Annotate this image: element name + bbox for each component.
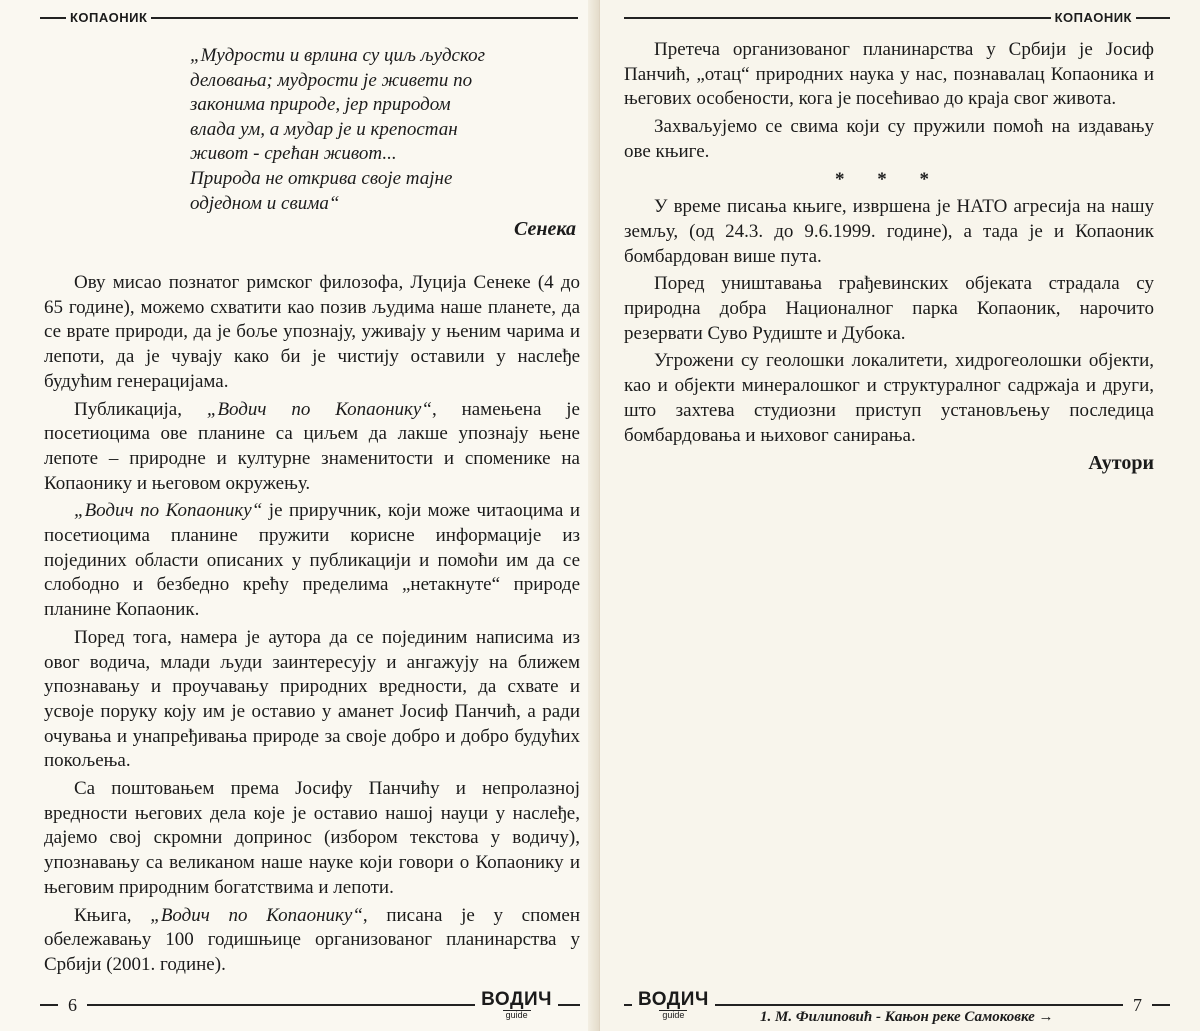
paragraph	[44, 904, 580, 978]
footer-rule	[558, 1004, 580, 1006]
right-body-text	[624, 38, 1154, 476]
book-title: „Водич по Копаонику“	[206, 398, 432, 420]
authors-signature: Аутори	[1088, 452, 1154, 475]
paragraph: Угрожени су геолошки локалитети, хидрогеолошки објекти, као и објекти минералошког и структуралног садржаја и други, што захтева студиозни приступ установљењу последица бомбардовања и њиховог санирања.	[624, 350, 1154, 446]
left-body-text	[44, 271, 580, 978]
paragraph	[44, 499, 580, 623]
paragraph: У време писања књиге, извршена је НАТО агресија на нашу земљу, (од 24.3. до 9.6.1999. године), а тада је и Копаоник бомбардован више пута.	[624, 196, 1154, 267]
epigraph-line: живот - срећан живот...	[190, 143, 397, 165]
footer-rule	[715, 1004, 1123, 1006]
paragraph	[44, 398, 580, 497]
book-title: „Водич по Копаонику“	[150, 904, 363, 926]
page-number: 6	[68, 994, 77, 1015]
text-run: , писана је у спомен обележавању 100 годишњице организованог планинарства у Србији (2001. године).	[44, 904, 580, 975]
paragraph: Захваљујемо се свима који су пружили помоћ на издавању ове књиге.	[624, 116, 1154, 162]
page-number: 7	[1133, 994, 1142, 1015]
epigraph-line: одједном и свима“	[190, 192, 340, 214]
epigraph-author: Сенека	[514, 218, 576, 240]
head-rule	[151, 17, 578, 19]
epigraph-line: „Мудрости и врлина су циљ људског	[190, 45, 486, 66]
text-run: Књига,	[74, 904, 151, 926]
footer-rule	[40, 1004, 58, 1006]
footer-left	[40, 990, 580, 1020]
figure-caption: 1. М. Филиповић - Кањон реке Самоковке →	[760, 1009, 1054, 1025]
paragraph: Ову мисао познатог римског филозофа, Луција Сенеке (4 до 65 године), можемо схватити као позив људима наше планете, да се врате природи, да је боље упознају, уживају у њеним чарима и лепоти, да је чувају како би је чистију оставили у наслеђе будућим генерацијама.	[44, 272, 580, 392]
text-run: Публикација,	[74, 398, 207, 420]
epigraph	[190, 44, 580, 216]
logo-sub: guide	[503, 1010, 531, 1020]
footer-rule	[87, 1004, 475, 1006]
footer-rule	[1152, 1004, 1170, 1006]
logo-sub: guide	[659, 1010, 687, 1020]
epigraph-line: влада ум, а мудар је и крепостан	[190, 118, 458, 140]
paragraph: Поред тога, намера је аутора да се појединим написима из овог водича, млади људи заинтересују и ангажују на ближем упознавању и проучавању природних вредности, да схвате и усвоје поруку коју им је оставио у аманет Јосиф Панчић, а ради очувања и унапређивања природе за своје добро и добро будућих покољења.	[44, 626, 580, 772]
footer-rule	[624, 1004, 632, 1006]
running-head-title: КОПАОНИК	[1054, 10, 1132, 25]
logo-word: ВОДИЧ	[481, 989, 552, 1010]
epigraph-line: законима природе, јер природом	[190, 94, 451, 116]
guide-logo	[638, 990, 709, 1020]
text-run: , намењена је посетиоцима ове планине са циљем да лакше упознају њене лепоте – природне и културне знаменитости и споменике на Копаонику и његовом окружењу.	[44, 398, 580, 494]
running-head-right	[624, 10, 1170, 25]
right-page	[600, 0, 1200, 1031]
head-rule	[1136, 17, 1170, 19]
section-separator: * * *	[835, 168, 943, 190]
guide-logo	[481, 990, 552, 1020]
head-rule	[40, 17, 66, 19]
epigraph-line: Природа не открива своје тајне	[190, 167, 453, 189]
paragraph: Поред уништавања грађевинских објеката страдала су природна добра Националног парка Копаоник, нарочито резервати Суво Рудиште и Дубока.	[624, 273, 1154, 344]
text-run: је приручник, који може читаоцима и посетиоцима планине пружити корисне информације из појединих области описаних у публикацији и помоћи им да се слободно и безбедно крећу пределима „нетакнуте“ природе планине Копаоник.	[44, 500, 581, 621]
running-head-left	[40, 10, 578, 25]
logo-word: ВОДИЧ	[638, 989, 709, 1010]
paragraph: Са поштовањем према Јосифу Панчићу и непролазној вредности његових дела које је оставио нашој науци у наслеђе, дајемо свој скромни допринос (избором текстова у водичу), упознавању са великаном наше науке који говори о Копаонику и његовим природним богатствима и лепоти.	[44, 778, 580, 898]
running-head-title: КОПАОНИК	[70, 10, 148, 25]
paragraph: Претеча организованог планинарства у Србији је Јосиф Панчић, „отац“ природних наука у нас, познавалац Копаоника и његових особености, кога је посећивао до краја свог живота.	[624, 39, 1154, 110]
head-rule	[624, 17, 1051, 19]
book-title: „Водич по Копаонику“	[74, 500, 263, 522]
epigraph-line: деловања; мудрости је живети по	[190, 69, 473, 91]
